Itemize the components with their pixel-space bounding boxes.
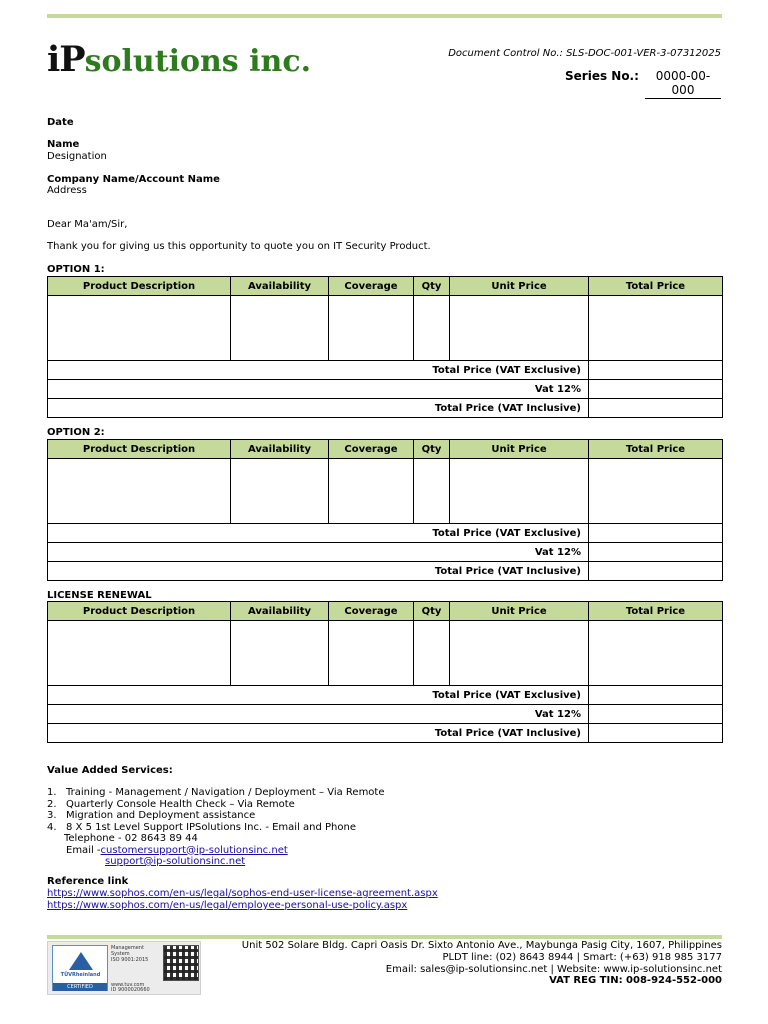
eula-link[interactable]: https://www.sophos.com/en-us/legal/sophos-end-user-license-agreement.aspx [47,888,438,899]
col-qty: Qty [414,602,450,621]
table-header-row [48,277,723,296]
vat-row [48,543,723,562]
col-unit-price: Unit Price [450,440,589,459]
list-text: 8 X 5 1st Level Support IPSolutions Inc. - Email and Phone [66,821,356,833]
vat-inclusive-value[interactable] [589,562,723,581]
vat-label: Vat 12% [48,543,589,562]
address-label: Address [47,185,87,196]
company-label: Company Name/Account Name [47,174,220,185]
list-item [47,810,385,822]
col-product-description: Product Description [48,277,231,296]
cert-line: System [111,951,130,957]
product-description-cell[interactable] [48,296,231,361]
col-coverage: Coverage [329,440,414,459]
col-total-price: Total Price [589,440,723,459]
option2-table [47,439,723,581]
list-number: 4. [47,821,57,833]
list-number: 3. [47,810,57,821]
qr-code-icon [163,945,199,981]
vat-exclusive-value[interactable] [589,686,723,705]
vat-row [48,380,723,399]
total-price-cell[interactable] [589,621,723,686]
vas-title: Value Added Services: [47,765,173,776]
col-product-description: Product Description [48,440,231,459]
tuv-brand: TÜVRheinland [60,972,101,978]
availability-cell[interactable] [231,296,329,361]
col-total-price: Total Price [589,602,723,621]
reference-title: Reference link [47,876,129,887]
list-text: Migration and Deployment assistance [66,810,256,821]
customersupport-email-link[interactable]: customersupport@ip-solutionsinc.net [100,844,288,856]
vat-exclusive-row [48,524,723,543]
list-number: 1. [47,787,57,798]
vat-inclusive-value[interactable] [589,399,723,418]
vat-exclusive-value[interactable] [589,524,723,543]
vat-label: Vat 12% [48,705,589,724]
col-product-description: Product Description [48,602,231,621]
cert-line: Management [111,945,144,951]
coverage-cell[interactable] [329,296,414,361]
support-email-link[interactable]: support@ip-solutionsinc.net [105,856,246,867]
cert-id: ID 9000020660 [111,987,150,993]
vat-exclusive-row [48,361,723,380]
option1-title: OPTION 1: [47,264,105,275]
vat-value[interactable] [589,705,723,724]
availability-cell[interactable] [231,621,329,686]
vat-exclusive-label: Total Price (VAT Exclusive) [48,686,589,705]
footer-phones: PLDT line: (02) 8643 8944 | Smart: (+63) 918 985 3177 [442,951,722,963]
vat-inclusive-row [48,724,723,743]
vat-value[interactable] [589,543,723,562]
col-availability: Availability [231,440,329,459]
table-row [48,296,723,361]
vat-value[interactable] [589,380,723,399]
license-renewal-table [47,601,723,743]
product-description-cell[interactable] [48,459,231,524]
iso-certification-badge [47,941,201,995]
unit-price-cell[interactable] [450,296,589,361]
option2-title: OPTION 2: [47,427,105,438]
col-coverage: Coverage [329,602,414,621]
vat-inclusive-label: Total Price (VAT Inclusive) [48,399,589,418]
email-line-2 [47,856,385,868]
vat-exclusive-label: Total Price (VAT Exclusive) [48,524,589,543]
personal-use-policy-link[interactable]: https://www.sophos.com/en-us/legal/employee-personal-use-policy.aspx [47,900,408,911]
greeting: Dear Ma'am/Sir, [47,219,128,230]
option1-table [47,276,723,418]
unit-price-cell[interactable] [450,621,589,686]
total-price-cell[interactable] [589,296,723,361]
col-availability: Availability [231,602,329,621]
logo-text: solutions inc. [84,44,312,79]
unit-price-cell[interactable] [450,459,589,524]
col-unit-price: Unit Price [450,602,589,621]
vat-exclusive-value[interactable] [589,361,723,380]
table-row [48,621,723,686]
list-item [47,787,385,799]
cert-info [111,945,163,963]
col-availability: Availability [231,277,329,296]
series-label: Series No.: [565,69,639,83]
designation-label: Designation [47,151,107,162]
availability-cell[interactable] [231,459,329,524]
document-control-number: Document Control No.: SLS-DOC-001-VER-3-07312025 [448,48,721,59]
vas-list [47,787,385,868]
name-label: Name [47,139,80,150]
product-description-cell[interactable] [48,621,231,686]
vat-inclusive-row [48,399,723,418]
reference-section [47,876,438,912]
list-number: 2. [47,798,57,810]
qty-cell[interactable] [414,296,450,361]
col-qty: Qty [414,440,450,459]
vat-row [48,705,723,724]
col-qty: Qty [414,277,450,296]
intro-text: Thank you for giving us this opportunity to quote you on IT Security Product. [47,241,431,252]
list-item [47,822,385,834]
vat-exclusive-label: Total Price (VAT Exclusive) [48,361,589,380]
coverage-cell[interactable] [329,621,414,686]
email-label: Email - [66,844,101,856]
vat-exclusive-row [48,686,723,705]
license-renewal-title: LICENSE RENEWAL [47,590,152,601]
logo-ip: iP [47,39,85,80]
company-logo [47,39,312,80]
tuv-logo [52,945,108,991]
vat-inclusive-value[interactable] [589,724,723,743]
coverage-cell[interactable] [329,459,414,524]
tuv-triangle-icon [69,952,93,970]
vat-inclusive-row [48,562,723,581]
footer-email-website: Email: sales@ip-solutionsinc.net | Website: www.ip-solutionsinc.net [385,963,722,975]
total-price-cell[interactable] [589,459,723,524]
vat-label: Vat 12% [48,380,589,399]
qty-cell[interactable] [414,621,450,686]
telephone-text: Telephone - 02 8643 89 44 [64,833,198,844]
table-header-row [48,440,723,459]
date-label: Date [47,117,74,128]
list-text: Quarterly Console Health Check – Via Remote [66,798,295,810]
list-item [47,799,385,811]
footer-vat-tin: VAT REG TIN: 008-924-552-000 [549,975,722,987]
table-header-row [48,602,723,621]
top-divider [47,14,722,18]
list-text: Training - Management / Navigation / Deployment – Via Remote [66,787,385,798]
col-coverage: Coverage [329,277,414,296]
col-unit-price: Unit Price [450,277,589,296]
bottom-divider [47,935,722,939]
company-footer [242,940,722,987]
col-total-price: Total Price [589,277,723,296]
series-value: 0000-00-000 [645,69,721,99]
certified-label: CERTIFIED [53,983,107,991]
footer-address: Unit 502 Solare Bldg. Capri Oasis Dr. Sixto Antonio Ave., Maybunga Pasig City, 1607, Philippines [241,940,722,951]
cert-site [111,983,150,993]
vat-inclusive-label: Total Price (VAT Inclusive) [48,562,589,581]
cert-website: www.tuv.com [111,982,145,988]
vat-inclusive-label: Total Price (VAT Inclusive) [48,724,589,743]
qty-cell[interactable] [414,459,450,524]
table-row [48,459,723,524]
cert-line: ISO 9001:2015 [111,957,149,963]
telephone-line [47,833,385,845]
email-line [47,845,385,857]
